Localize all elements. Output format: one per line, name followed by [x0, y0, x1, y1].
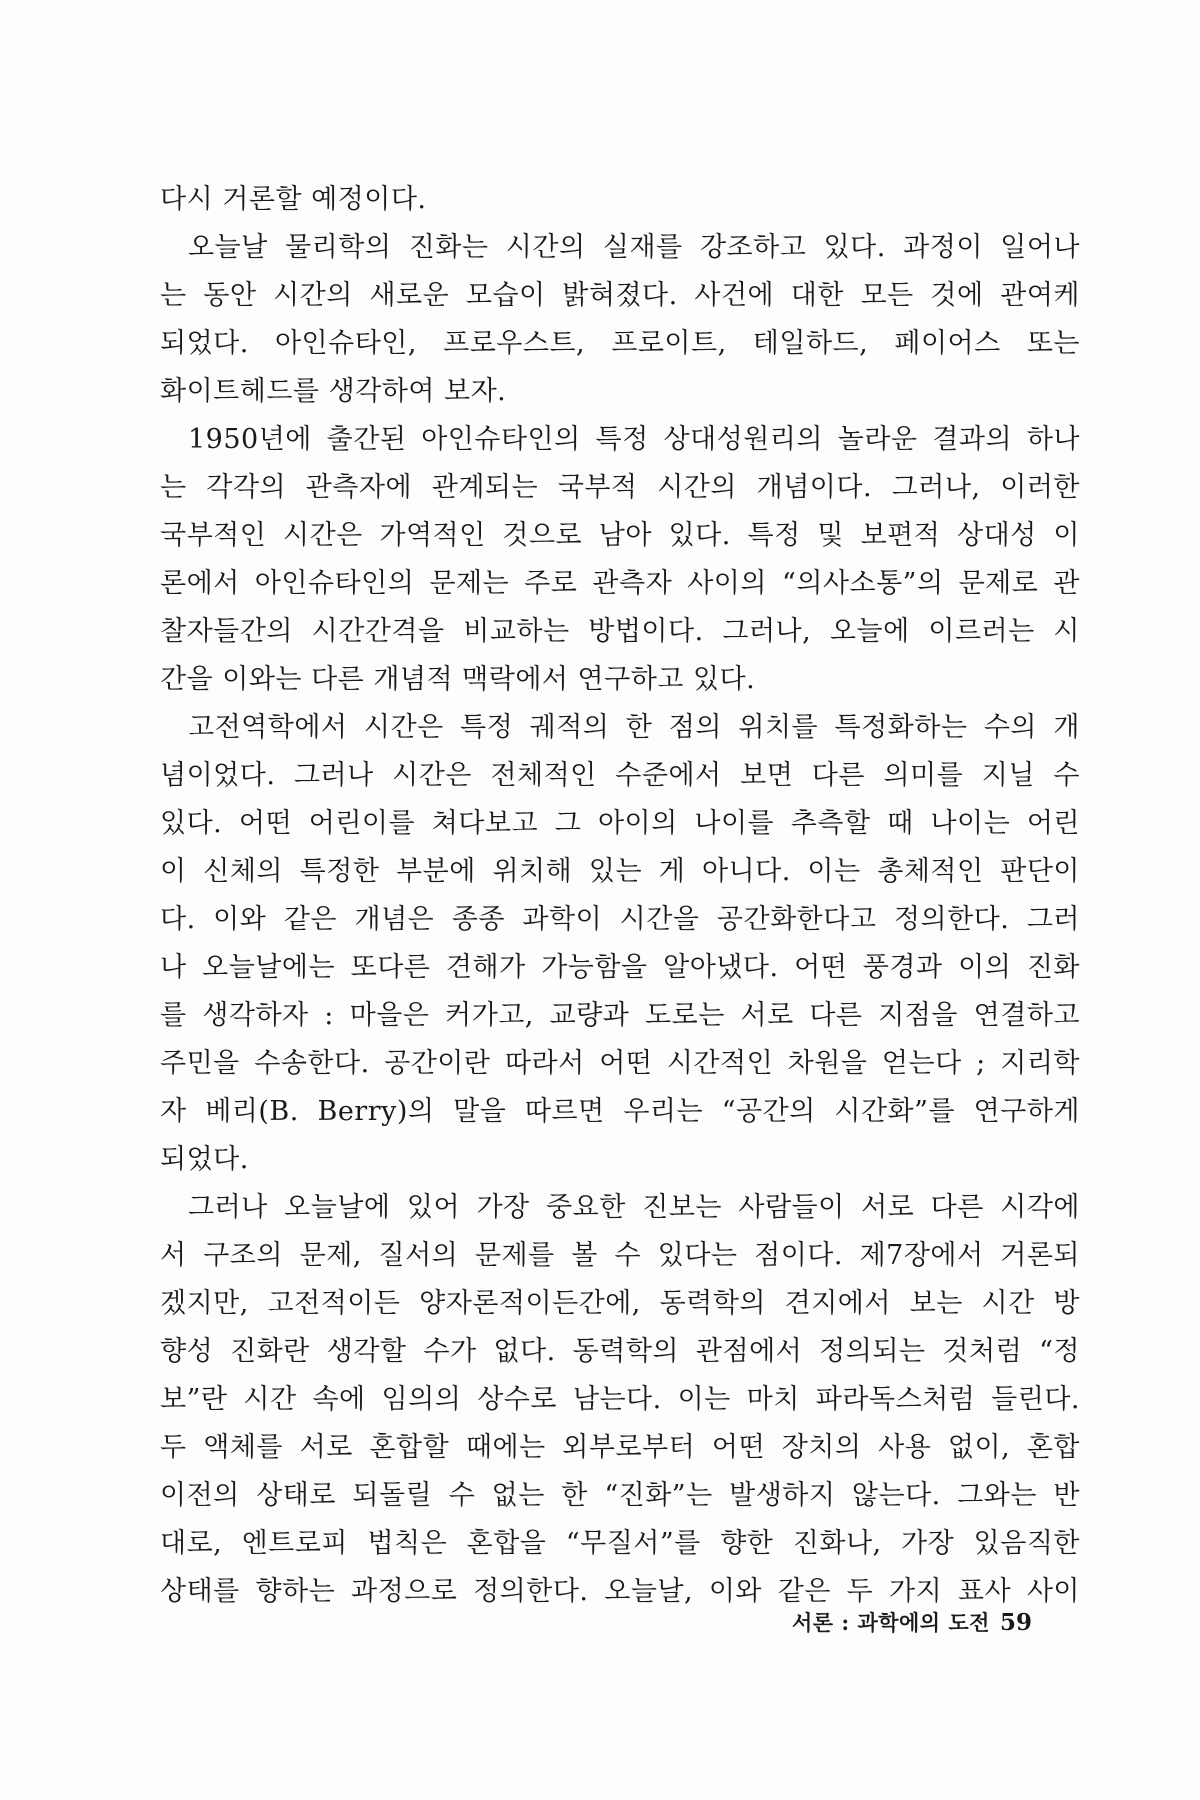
text-line: 이전의 상태로 되돌릴 수 없는 한 “진화”는 발생하지 않는다. 그와는 반	[160, 1480, 1080, 1511]
page-number: 59	[999, 1609, 1032, 1636]
text-line: 주민을 수송한다. 공간이란 따라서 어떤 시간적인 차원을 얻는다 ; 지리학	[160, 1048, 1080, 1079]
text-line: 있다. 어떤 어린이를 쳐다보고 그 아이의 나이를 추측할 때 나이는 어린	[160, 808, 1080, 839]
running-title: 서론 : 과학에의 도전	[792, 1610, 990, 1635]
text-line: 되었다. 아인슈타인, 프로우스트, 프로이트, 테일하드, 페이어스 또는	[160, 328, 1080, 359]
text-line: 겠지만, 고전적이든 양자론적이든간에, 동력학의 견지에서 보는 시간 방	[160, 1288, 1080, 1319]
text-line: 다시 거론할 예정이다.	[160, 184, 427, 215]
text-line: 두 액체를 서로 혼합할 때에는 외부로부터 어떤 장치의 사용 없이, 혼합	[160, 1432, 1080, 1463]
text-line: 오늘날 물리학의 진화는 시간의 실재를 강조하고 있다. 과정이 일어나	[188, 232, 1080, 263]
running-footer	[792, 1608, 1032, 1638]
text-line: 찰자들간의 시간간격을 비교하는 방법이다. 그러나, 오늘에 이르러는 시	[160, 616, 1080, 647]
text-line: 상태를 향하는 과정으로 정의한다. 오늘날, 이와 같은 두 가지 표사 사이	[160, 1576, 1080, 1607]
text-line: 를 생각하자 : 마을은 커가고, 교량과 도로는 서로 다른 지점을 연결하고	[160, 1000, 1080, 1031]
text-line: 보”란 시간 속에 임의의 상수로 남는다. 이는 마치 파라독스처럼 들린다.	[160, 1384, 1080, 1415]
text-line: 향성 진화란 생각할 수가 없다. 동력학의 관점에서 정의되는 것처럼 “정	[160, 1336, 1080, 1367]
text-line: 간을 이와는 다른 개념적 맥락에서 연구하고 있다.	[160, 664, 756, 695]
text-line: 서 구조의 문제, 질서의 문제를 볼 수 있다는 점이다. 제7장에서 거론되	[160, 1240, 1080, 1271]
text-line: 나 오늘날에는 또다른 견해가 가능함을 알아냈다. 어떤 풍경과 이의 진화	[160, 952, 1080, 983]
text-line: 이 신체의 특정한 부분에 위치해 있는 게 아니다. 이는 총체적인 판단이	[160, 856, 1080, 887]
text-line: 되었다.	[160, 1144, 249, 1175]
text-line: 념이었다. 그러나 시간은 전체적인 수준에서 보면 다른 의미를 지닐 수	[160, 760, 1080, 791]
text-line: 그러나 오늘날에 있어 가장 중요한 진보는 사람들이 서로 다른 시각에	[188, 1192, 1080, 1223]
body-text	[160, 176, 1080, 1616]
text-line: 다. 이와 같은 개념은 종종 과학이 시간을 공간화한다고 정의한다. 그러	[160, 904, 1080, 935]
text-line: 론에서 아인슈타인의 문제는 주로 관측자 사이의 “의사소통”의 문제로 관	[160, 568, 1080, 599]
text-line: 대로, 엔트로피 법칙은 혼합을 “무질서”를 향한 진화나, 가장 있음직한	[160, 1528, 1080, 1559]
text-line: 국부적인 시간은 가역적인 것으로 남아 있다. 특정 및 보편적 상대성 이	[160, 520, 1080, 551]
text-line: 자 베리(B. Berry)의 말을 따르면 우리는 “공간의 시간화”를 연구하게	[160, 1096, 1080, 1127]
text-line: 화이트헤드를 생각하여 보자.	[160, 376, 507, 407]
text-line: 고전역학에서 시간은 특정 궤적의 한 점의 위치를 특정화하는 수의 개	[188, 712, 1080, 743]
text-line: 1950년에 출간된 아인슈타인의 특정 상대성원리의 놀라운 결과의 하나	[188, 424, 1080, 455]
text-line: 는 각각의 관측자에 관계되는 국부적 시간의 개념이다. 그러나, 이러한	[160, 472, 1080, 503]
text-line: 는 동안 시간의 새로운 모습이 밝혀졌다. 사건에 대한 모든 것에 관여케	[160, 280, 1080, 311]
